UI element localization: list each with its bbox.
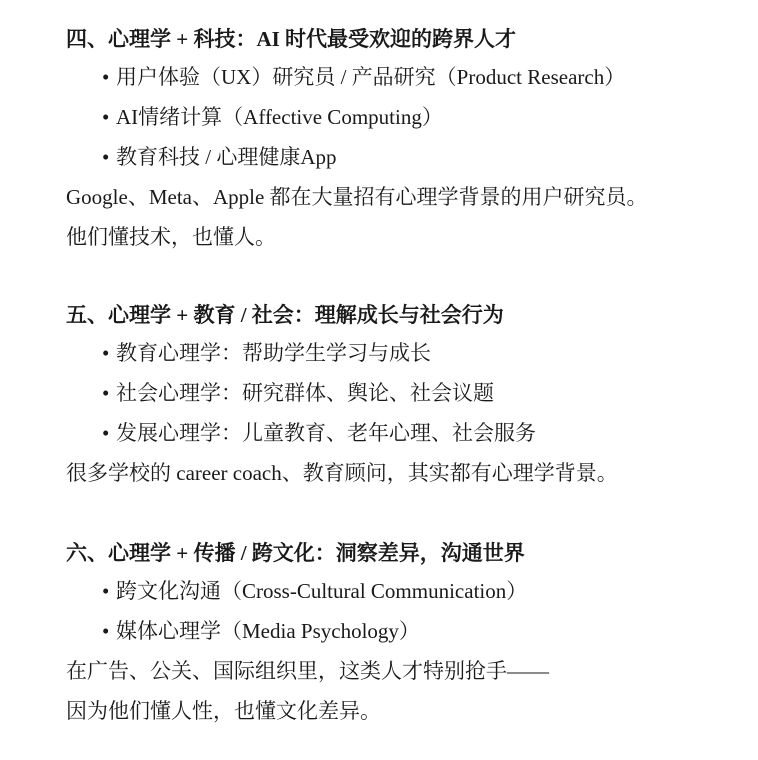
bullet-item xyxy=(102,416,536,450)
section-heading-communication: 六、心理学 + 传播 / 跨文化：洞察差异，沟通世界 xyxy=(66,541,525,565)
bullet-dot: • xyxy=(102,579,110,603)
section-heading-education: 五、心理学 + 教育 / 社会：理解成长与社会行为 xyxy=(66,303,504,327)
section-note: Google、Meta、Apple 都在大量招有心理学背景的用户研究员。 xyxy=(66,185,648,209)
section-note: 很多学校的 career coach、教育顾问，其实都有心理学背景。 xyxy=(66,461,618,485)
bullet-dot: • xyxy=(102,145,110,169)
bullet-text: AI情绪计算（Affective Computing） xyxy=(116,105,443,129)
bullet-dot: • xyxy=(102,619,110,643)
bullet-text: 发展心理学：儿童教育、老年心理、社会服务 xyxy=(116,421,536,445)
bullet-text: 教育心理学：帮助学生学习与成长 xyxy=(116,341,431,365)
bullet-item xyxy=(102,60,625,94)
bullet-dot: • xyxy=(102,341,110,365)
bullet-text: 媒体心理学（Media Psychology） xyxy=(116,619,420,643)
bullet-text: 社会心理学：研究群体、舆论、社会议题 xyxy=(116,381,494,405)
bullet-text: 教育科技 / 心理健康App xyxy=(116,145,337,169)
bullet-text: 用户体验（UX）研究员 / 产品研究（Product Research） xyxy=(116,65,626,89)
section-note: 他们懂技术，也懂人。 xyxy=(66,225,276,249)
section-note: 在广告、公关、国际组织里，这类人才特别抢手—— xyxy=(66,659,549,683)
bullet-item xyxy=(102,140,337,174)
bullet-item xyxy=(102,336,431,370)
section-heading-tech: 四、心理学 + 科技：AI 时代最受欢迎的跨界人才 xyxy=(66,27,517,51)
bullet-item xyxy=(102,376,494,410)
bullet-dot: • xyxy=(102,105,110,129)
section-note: 因为他们懂人性，也懂文化差异。 xyxy=(66,699,381,723)
bullet-dot: • xyxy=(102,381,110,405)
bullet-text: 跨文化沟通（Cross-Cultural Communication） xyxy=(116,579,528,603)
bullet-dot: • xyxy=(102,65,110,89)
bullet-item xyxy=(102,574,527,608)
bullet-item xyxy=(102,614,420,648)
bullet-item xyxy=(102,100,443,134)
bullet-dot: • xyxy=(102,421,110,445)
